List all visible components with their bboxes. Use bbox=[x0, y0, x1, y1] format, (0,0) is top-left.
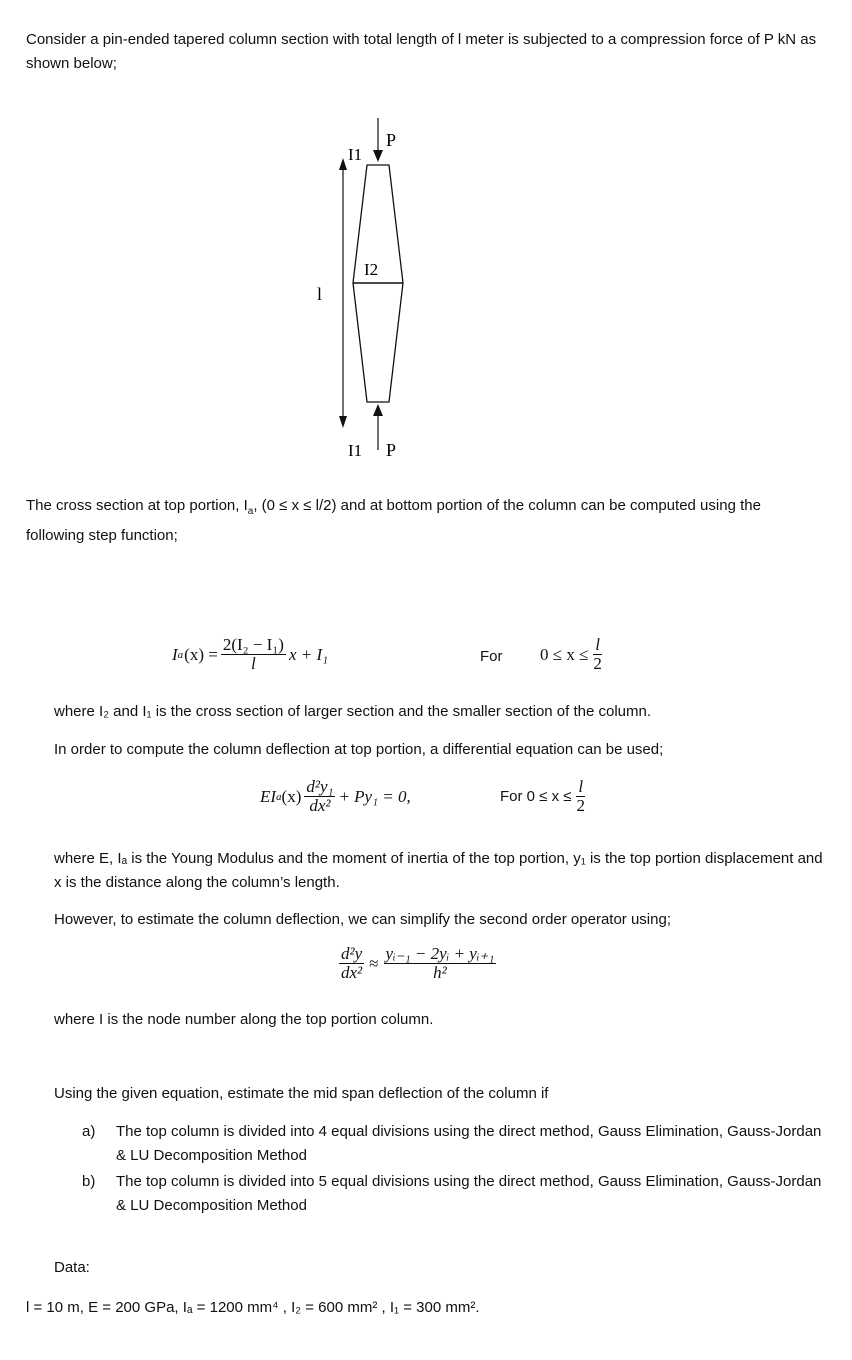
top-load-arrowhead bbox=[373, 150, 383, 162]
eq2-range-num: l bbox=[578, 777, 584, 796]
list-item-marker: b) bbox=[82, 1173, 96, 1190]
eq3-rhs-denominator: h² bbox=[433, 963, 447, 982]
intro-paragraph: Consider a pin-ended tapered column section with total length of l meter is subjected to a compression force of P kN as shown below; bbox=[26, 31, 817, 72]
label-i2: I2 bbox=[364, 260, 379, 279]
cross-section-text-2: , (0 ≤ x ≤ l/2) and at bottom portion of the column can be computed using the following step function; bbox=[26, 497, 761, 544]
eq1-rest: x + I₁ bbox=[288, 644, 329, 664]
eq2-fraction bbox=[304, 778, 335, 815]
where-node-text: where I is the node number along the top portion column. bbox=[54, 1011, 434, 1028]
list-item bbox=[82, 1120, 824, 1168]
eq2-lhs-sub: a bbox=[276, 790, 282, 803]
eq2-range-fraction bbox=[574, 778, 587, 815]
eq2-rest: + Py₁ = 0, bbox=[338, 786, 411, 806]
list-item bbox=[82, 1170, 824, 1218]
eq3-numerator: d²y bbox=[341, 944, 363, 963]
eq2-denominator: dx² bbox=[309, 796, 331, 815]
label-i1-bottom: I1 bbox=[348, 441, 363, 460]
eq1-for-label: For bbox=[480, 648, 503, 665]
label-i1-top: I1 bbox=[348, 145, 363, 164]
eq3-rhs-numerator: yᵢ₋₁ − 2yᵢ + yᵢ₊₁ bbox=[385, 944, 495, 963]
label-length: l bbox=[317, 284, 323, 304]
eq3-lhs-fraction bbox=[339, 945, 364, 982]
question-list bbox=[82, 1120, 824, 1220]
equation-step-function bbox=[172, 636, 328, 673]
eq2-numerator: d²y₁ bbox=[306, 777, 334, 796]
label-p-bottom: P bbox=[386, 440, 397, 460]
eq2-lhs-arg: (x) bbox=[281, 786, 302, 806]
eq1-range-left: 0 ≤ x ≤ bbox=[540, 644, 589, 664]
deflection-paragraph: In order to compute the column deflection at top portion, a differential equation can be used; bbox=[54, 741, 664, 758]
eq1-denominator: l bbox=[251, 654, 256, 673]
eq1-lhs-sub: a bbox=[177, 648, 184, 661]
eq1-lhs-arg: (x) = bbox=[184, 644, 218, 664]
eq2-lhs: EI bbox=[260, 786, 277, 806]
equation-finite-difference bbox=[336, 945, 499, 982]
eq3-denominator: dx² bbox=[341, 963, 363, 982]
list-item-text: The top column is divided into 4 equal divisions using the direct method, Gauss Elimination, Gauss-Jordan & LU Decomposition Method bbox=[116, 1123, 822, 1164]
eq1-fraction bbox=[221, 636, 286, 673]
cross-section-sub: a bbox=[247, 506, 254, 517]
eq2-range bbox=[500, 778, 590, 815]
length-arrow-bottom bbox=[339, 416, 347, 428]
question-paragraph: Using the given equation, estimate the mid span deflection of the column if bbox=[54, 1085, 549, 1102]
eq3-approx: ≈ bbox=[369, 953, 379, 973]
eq1-range-den: 2 bbox=[593, 654, 602, 673]
cross-section-paragraph bbox=[26, 494, 821, 548]
eq1-range-fraction bbox=[591, 636, 604, 673]
equation-differential bbox=[260, 778, 411, 815]
eq1-range-num: l bbox=[595, 635, 601, 654]
length-arrow-top bbox=[339, 158, 347, 170]
eq2-range-den: 2 bbox=[576, 796, 585, 815]
where-young-modulus-text: where E, Iₐ is the Young Modulus and the moment of inertia of the top portion, y₁ is the top portion displacement and x is the distance along the column’s length. bbox=[54, 850, 823, 891]
bottom-load-arrowhead bbox=[373, 404, 383, 416]
eq3-rhs-fraction bbox=[384, 945, 497, 982]
label-p-top: P bbox=[386, 130, 397, 150]
list-item-marker: a) bbox=[82, 1123, 96, 1140]
simplify-paragraph: However, to estimate the column deflection, we can simplify the second order operator using; bbox=[54, 911, 671, 928]
data-values: l = 10 m, E = 200 GPa, Iₐ = 1200 mm⁴ , I₂ = 600 mm² , I₁ = 300 mm². bbox=[26, 1299, 480, 1316]
eq2-for-label: For 0 ≤ x ≤ bbox=[500, 788, 572, 805]
tapered-column-figure bbox=[300, 110, 440, 470]
eq1-numerator: 2(I₂ − I₁) bbox=[222, 635, 284, 654]
data-label: Data: bbox=[54, 1259, 90, 1276]
eq1-range bbox=[540, 636, 607, 673]
cross-section-text-1: The cross section at top portion, I bbox=[26, 497, 248, 514]
list-item-text: The top column is divided into 5 equal divisions using the direct method, Gauss Elimination, Gauss-Jordan & LU Decomposition Method bbox=[116, 1173, 822, 1214]
where-sections-text: where I₂ and I₁ is the cross section of larger section and the smaller section of the column. bbox=[54, 703, 652, 720]
eq1-lhs: I bbox=[172, 644, 178, 664]
